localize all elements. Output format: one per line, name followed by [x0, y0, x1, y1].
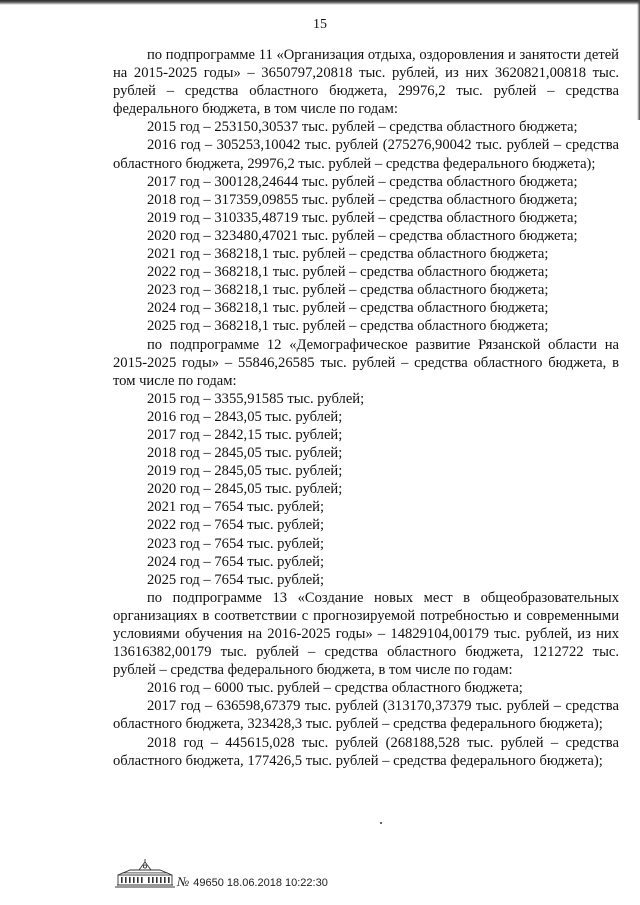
page-number: 15 [313, 17, 327, 32]
scan-top-edge [0, 0, 640, 5]
year-line: 2021 год – 368218,1 тыс. рублей – средства областного бюджета; [147, 246, 549, 263]
year-line: 2019 год – 310335,48719 тыс. рублей – средства областного бюджета; [147, 209, 578, 226]
year-line: 2025 год – 368218,1 тыс. рублей – средства областного бюджета; [147, 318, 549, 335]
year-line: 2024 год – 7654 тыс. рублей; [147, 553, 325, 570]
year-line: 2025 год – 7654 тыс. рублей; [147, 571, 325, 588]
document-registration-info [177, 874, 328, 890]
year-line: 2019 год – 2845,05 тыс. рублей; [147, 463, 343, 480]
year-line: 2023 год – 368218,1 тыс. рублей – средства областного бюджета; [147, 282, 549, 299]
paragraph: по подпрограмме 11 «Организация отдыха, оздоровления и занятости детей на 2015-2025 годы» – 3650797,20818 тыс. рублей, из них 3620821,00818 тыс. рублей – средства областного бюджета, 29976,2 тыс. рублей – средства федерального бюджета, в том числе по годам: [113, 47, 619, 118]
year-line: 2018 год – 2845,05 тыс. рублей; [147, 445, 343, 462]
year-line: 2017 год – 300128,24644 тыс. рублей – средства областного бюджета; [147, 173, 578, 190]
year-line: 2022 год – 7654 тыс. рублей; [147, 517, 325, 534]
year-line: 2022 год – 368218,1 тыс. рублей – средства областного бюджета; [147, 264, 549, 281]
paragraph: по подпрограмме 12 «Демографическое развитие Рязанской области на 2015-2025 годы» – 55846,26585 тыс. рублей – средства областного бюджета, в том числе по годам: [113, 336, 619, 389]
year-line: 2015 год – 253150,30537 тыс. рублей – средства областного бюджета; [147, 119, 578, 136]
paragraph: 2016 год – 305253,10042 тыс. рублей (275276,90042 тыс. рублей – средства областного бюджета, 29976,2 тыс. рублей – средства федерального бюджета); [113, 137, 619, 172]
number-sign: № [177, 874, 190, 889]
building-emblem-icon [112, 856, 178, 890]
paragraph: 2018 год – 445615,028 тыс. рублей (268188,528 тыс. рублей – средства областного бюджета, 177426,5 тыс. рублей – средства федерального бюджета); [113, 734, 619, 769]
year-line: 2024 год – 368218,1 тыс. рублей – средства областного бюджета; [147, 300, 549, 317]
paragraph: 2017 год – 636598,67379 тыс. рублей (313170,37379 тыс. рублей – средства областного бюджета, 323428,3 тыс. рублей – средства федерального бюджета); [113, 698, 619, 733]
year-line: 2020 год – 2845,05 тыс. рублей; [147, 481, 343, 498]
registration-number-datetime: 49650 18.06.2018 10:22:30 [193, 877, 328, 889]
year-line: 2021 год – 7654 тыс. рублей; [147, 499, 325, 516]
year-line: 2018 год – 317359,09855 тыс. рублей – средства областного бюджета; [147, 191, 578, 208]
year-line: 2023 год – 7654 тыс. рублей; [147, 535, 325, 552]
paragraph: по подпрограмме 13 «Создание новых мест в общеобразовательных организациях в соответствии с прогнозируемой потребностью и современными условиями обучения на 2016-2025 годы» – 14829104,00179 тыс. рублей, из них 13616382,00179 тыс. рублей – средства областного бюджета, 1212722 тыс. рублей – средства федерального бюджета, в том числе по годам: [113, 589, 619, 679]
scan-speck [380, 822, 382, 824]
year-line: 2017 год – 2842,15 тыс. рублей; [147, 426, 343, 443]
document-body [113, 46, 619, 770]
year-line: 2020 год – 323480,47021 тыс. рублей – средства областного бюджета; [147, 227, 578, 244]
year-line: 2015 год – 3355,91585 тыс. рублей; [147, 390, 365, 407]
year-line: 2016 год – 6000 тыс. рублей – средства областного бюджета; [147, 680, 523, 697]
year-line: 2016 год – 2843,05 тыс. рублей; [147, 408, 343, 425]
